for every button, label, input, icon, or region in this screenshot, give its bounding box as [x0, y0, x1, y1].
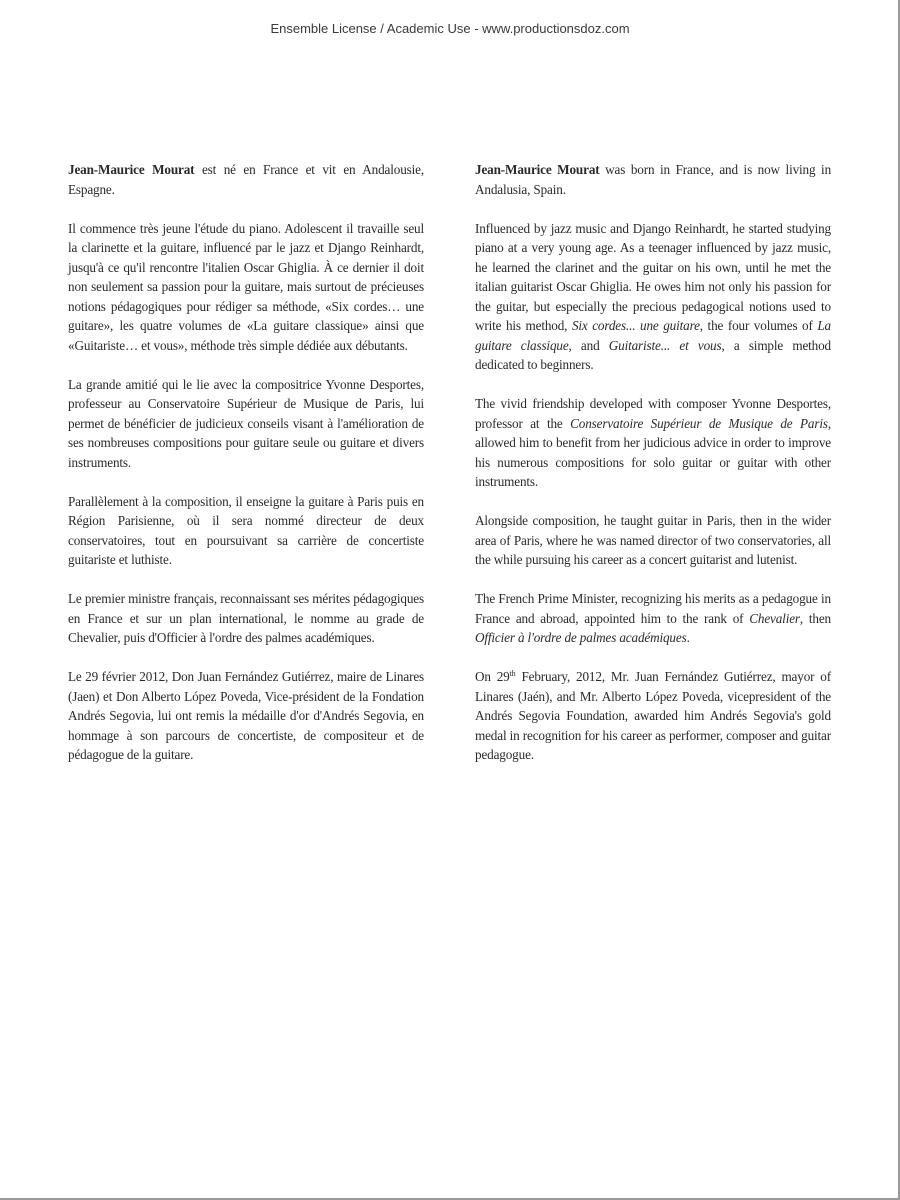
fr-paragraph-honors: Le premier ministre français, reconnaissant ses mérites pédagogiques en France et sur un plan international, le nomme au grade de Chevalier, puis d'Officier à l'ordre des palmes académiques. — [68, 591, 424, 646]
en-paragraph-intro — [475, 160, 831, 199]
en-education-text-d: , a simple method dedicated to beginners. — [475, 337, 831, 373]
en-title-guitariste: Guitariste... et vous — [608, 337, 722, 353]
en-paragraph-honors — [475, 589, 831, 648]
en-title-guitare-classique: La guitare classique — [475, 318, 831, 353]
fr-author-name: Jean-Maurice Mourat — [68, 162, 195, 177]
en-paragraph-teaching: Alongside composition, he taught guitar in Paris, then in the wider area of Paris, where he was named director of two conservatories, all the while pursuing his career as a concert guitarist and lutenist. — [475, 513, 831, 568]
fr-paragraph-teaching: Parallèlement à la composition, il enseigne la guitare à Paris puis en Région Parisienne, où il sera nommé directeur de deux conservatoires, tout en poursuivant sa carrière de concertiste guitariste et luthiste. — [68, 493, 424, 568]
french-column — [68, 160, 424, 785]
en-rank-officier: Officier à l'ordre de palmes académiques — [475, 630, 687, 646]
en-intro-text: was born in France, and is now living in Andalusia, Spain. — [475, 162, 832, 197]
fr-paragraph-intro — [68, 160, 424, 199]
en-medal-text-a: On 29 — [475, 669, 510, 685]
watermark-license: Ensemble License / Academic Use - www.productionsdoz.com — [270, 21, 630, 36]
fr-paragraph-medal: Le 29 février 2012, Don Juan Fernández Gutiérrez, maire de Linares (Jaen) et Don Alberto López Poveda, Vice-président de la Fondation Andrés Segovia, lui ont remis la médaille d'or d'Andrés Segovia, en hommage à son parcours de concertiste, de compositeur et de pédagogue de la guitare. — [68, 669, 424, 763]
fr-intro-text: est né en France et vit en Andalousie, Espagne. — [68, 162, 424, 197]
en-education-text-c: , and — [568, 337, 609, 353]
en-friendship-text-a: The vivid friendship developed with composer Yvonne Desportes, professor at the — [475, 396, 831, 431]
fr-paragraph-education: Il commence très jeune l'étude du piano. Adolescent il travaille seul la clarinette et la guitare, influencé par le jazz et Django Reinhardt, jusqu'à ce qu'il rencontre l'italien Oscar Ghiglia. À ce dernier il doit non seulement sa passion pour la guitare, mais surtout de précieuses notions pédagogiques pour rédiger sa méthode, «Six cordes… une guitare», les quatre volumes de «La guitare classique» ainsi que «Guitariste… et vous», méthode très simple dédiée aux débutants. — [68, 220, 424, 353]
en-honors-text-b: , then — [799, 610, 831, 626]
en-title-six-cordes: Six cordes... une guitare — [571, 318, 700, 334]
en-medal-ordinal: th — [509, 669, 516, 679]
en-medal-text-b: February, 2012, Mr. Juan Fernández Gutiérrez, mayor of Linares (Jaén), and Mr. Alberto López Poveda, vicepresident of the Andrés Segovia Foundation, awarded him Andrés Segovia's gold medal in recognition for his career as performer, composer and guitar pedagogue. — [475, 669, 831, 763]
en-friendship-text-b: , allowed him to benefit from her judicious advice in order to improve his numerous compositions for solo guitar or guitar with other instruments. — [475, 415, 831, 490]
en-education-text-b: , the four volumes of — [699, 318, 818, 334]
english-column — [475, 160, 831, 785]
en-paragraph-education — [475, 219, 831, 375]
en-conservatoire-name: Conservatoire Supérieur de Musique de Paris — [570, 415, 828, 431]
en-paragraph-medal — [475, 667, 831, 765]
fr-paragraph-friendship: La grande amitié qui le lie avec la compositrice Yvonne Desportes, professeur au Conservatoire Supérieur de Musique de Paris, lui permet de bénéficier de judicieux conseils visant à l'amélioration de ses nombreuses compositions pour guitare seule ou guitare et divers instruments. — [68, 376, 424, 470]
en-honors-text-c: . — [686, 630, 690, 646]
en-education-text-a: Influenced by jazz music and Django Reinhardt, he started studying piano at a very young age. As a teenager influenced by jazz music, he learned the clarinet and the guitar on his own, until he met the italian guitarist Oscar Ghiglia. He owes him not only his passion for the guitar, but especially the precious pedagogical notions used to write his method, — [475, 220, 831, 334]
en-honors-text-a: The French Prime Minister, recognizing his merits as a pedagogue in France and abroad, appointed him to the rank of — [475, 591, 831, 626]
en-author-name: Jean-Maurice Mourat — [475, 162, 600, 177]
en-paragraph-friendship — [475, 394, 831, 492]
en-rank-chevalier: Chevalier — [749, 610, 800, 626]
